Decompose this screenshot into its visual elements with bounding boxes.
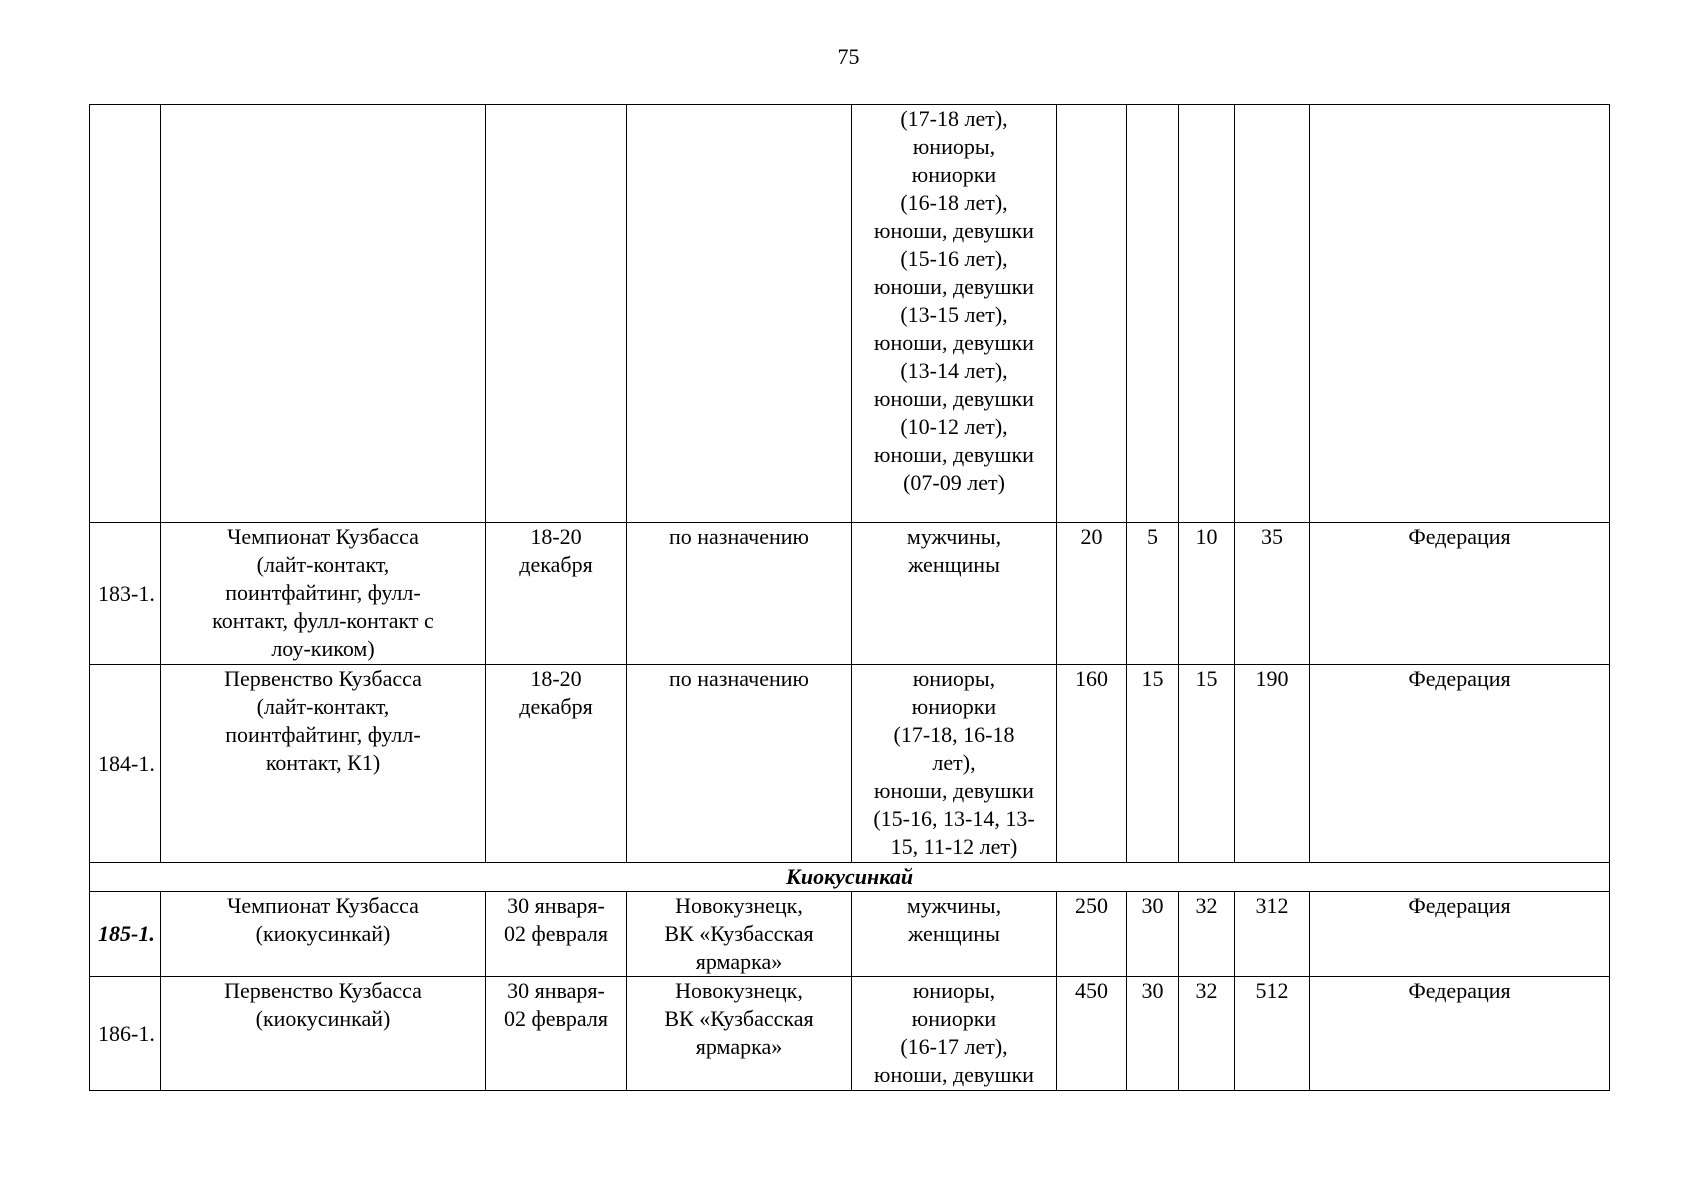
- place-line: ярмарка»: [695, 1034, 783, 1059]
- dates-line: 02 февраля: [504, 1006, 608, 1031]
- dates-cell: [486, 892, 627, 977]
- participants-cell: [852, 665, 1057, 863]
- count-cell: 20: [1057, 523, 1127, 665]
- dates-cell: [486, 523, 627, 665]
- count-cell: 160: [1057, 665, 1127, 863]
- count-cell: [1057, 105, 1127, 523]
- participants-line: 15, 11-12 лет): [890, 834, 1018, 859]
- place-cell: [627, 665, 852, 863]
- place-cell: [627, 523, 852, 665]
- event-line: Первенство Кузбасса: [224, 978, 422, 1003]
- event-line: контакт, К1): [265, 750, 381, 775]
- table-row: [90, 977, 1610, 1091]
- participants-line: юниоры,: [912, 978, 996, 1003]
- count-cell: 30: [1127, 977, 1179, 1091]
- table-row: [90, 892, 1610, 977]
- event-line: поинтфайтинг, фулл-: [225, 580, 421, 605]
- participants-line: юниоры,: [912, 666, 996, 691]
- place-line: Новокузнецк,: [675, 978, 803, 1003]
- organizer-cell: Федерация: [1310, 977, 1610, 1091]
- dates-line: 30 января-: [507, 893, 605, 918]
- num-cell: 183-1.: [90, 523, 161, 665]
- table-row: [90, 665, 1610, 863]
- participants-line: юноши, девушки: [874, 386, 1034, 411]
- count-cell: [1179, 105, 1235, 523]
- participants-cell: [852, 523, 1057, 665]
- place-cell: [627, 105, 852, 523]
- event-line: (киокусинкай): [255, 1006, 391, 1031]
- participants-line: юниорки: [911, 1006, 997, 1031]
- place-line: ярмарка»: [695, 949, 783, 974]
- place-line: по назначению: [669, 666, 809, 691]
- dates-line: 18-20: [530, 524, 582, 549]
- participants-line: (15-16 лет),: [900, 246, 1008, 271]
- place-line: по назначению: [669, 524, 809, 549]
- count-cell: 30: [1127, 892, 1179, 977]
- organizer-cell: [1310, 105, 1610, 523]
- participants-line: мужчины,: [906, 893, 1002, 918]
- organizer-cell: Федерация: [1310, 892, 1610, 977]
- participants-line: юноши, девушки: [874, 218, 1034, 243]
- count-cell: 10: [1179, 523, 1235, 665]
- participants-cell: [852, 977, 1057, 1091]
- participants-line: юниорки: [911, 694, 997, 719]
- dates-cell: [486, 665, 627, 863]
- count-cell: 450: [1057, 977, 1127, 1091]
- participants-line: юниорки: [911, 162, 997, 187]
- participants-line: (16-17 лет),: [900, 1034, 1008, 1059]
- participants-line: мужчины,: [906, 524, 1002, 549]
- count-cell: [1235, 105, 1310, 523]
- count-cell: 35: [1235, 523, 1310, 665]
- place-line: ВК «Кузбасская: [664, 1006, 814, 1031]
- count-cell: 512: [1235, 977, 1310, 1091]
- participants-line: юноши, девушки: [874, 330, 1034, 355]
- section-title: Киокусинкай: [90, 863, 1610, 892]
- page-number: 75: [837, 44, 860, 69]
- count-cell: 312: [1235, 892, 1310, 977]
- count-cell: 32: [1179, 977, 1235, 1091]
- participants-line: юноши, девушки: [874, 778, 1034, 803]
- num-cell: 185-1.: [90, 892, 161, 977]
- event-line: (киокусинкай): [255, 921, 391, 946]
- event-line: Первенство Кузбасса: [224, 666, 422, 691]
- participants-line: (07-09 лет): [903, 470, 1005, 495]
- event-cell: [161, 977, 486, 1091]
- event-cell: [161, 665, 486, 863]
- participants-line: лет),: [932, 750, 976, 775]
- count-cell: 190: [1235, 665, 1310, 863]
- event-line: лоу-киком): [271, 636, 375, 661]
- count-cell: [1127, 105, 1179, 523]
- dates-line: 18-20: [530, 666, 582, 691]
- participants-line: юноши, девушки: [874, 274, 1034, 299]
- participants-line: женщины: [908, 552, 1000, 577]
- num-cell: 184-1.: [90, 665, 161, 863]
- num-cell: 186-1.: [90, 977, 161, 1091]
- dates-cell: [486, 105, 627, 523]
- participants-line: (16-18 лет),: [900, 190, 1008, 215]
- table-row: [90, 523, 1610, 665]
- participants-line: (10-12 лет),: [900, 414, 1008, 439]
- event-cell: [161, 105, 486, 523]
- organizer-cell: Федерация: [1310, 523, 1610, 665]
- dates-line: 02 февраля: [504, 921, 608, 946]
- dates-line: декабря: [519, 552, 593, 577]
- dates-cell: [486, 977, 627, 1091]
- table-row: [90, 105, 1610, 523]
- dates-line: 30 января-: [507, 978, 605, 1003]
- event-line: контакт, фулл-контакт с: [212, 608, 434, 633]
- participants-line: (17-18 лет),: [900, 106, 1008, 131]
- organizer-cell: Федерация: [1310, 665, 1610, 863]
- section-row: [90, 863, 1610, 892]
- num-cell: [90, 105, 161, 523]
- event-cell: [161, 892, 486, 977]
- event-line: (лайт-контакт,: [256, 694, 390, 719]
- participants-line: женщины: [908, 921, 1000, 946]
- participants-line: (17-18, 16-18: [893, 722, 1015, 747]
- count-cell: 15: [1179, 665, 1235, 863]
- schedule-table: [89, 104, 1610, 1091]
- place-line: Новокузнецк,: [675, 893, 803, 918]
- event-line: Чемпионат Кузбасса: [227, 893, 419, 918]
- event-cell: [161, 523, 486, 665]
- participants-line: юноши, девушки: [874, 1062, 1034, 1087]
- event-line: Чемпионат Кузбасса: [227, 524, 419, 549]
- participants-cell: [852, 105, 1057, 523]
- place-line: ВК «Кузбасская: [664, 921, 814, 946]
- count-cell: 15: [1127, 665, 1179, 863]
- place-cell: [627, 892, 852, 977]
- participants-cell: [852, 892, 1057, 977]
- count-cell: 32: [1179, 892, 1235, 977]
- participants-line: юноши, девушки: [874, 442, 1034, 467]
- participants-line: юниоры,: [912, 134, 996, 159]
- count-cell: 250: [1057, 892, 1127, 977]
- place-cell: [627, 977, 852, 1091]
- event-line: (лайт-контакт,: [256, 552, 390, 577]
- event-line: поинтфайтинг, фулл-: [225, 722, 421, 747]
- participants-line: (13-14 лет),: [900, 358, 1008, 383]
- participants-line: (15-16, 13-14, 13-: [873, 806, 1035, 831]
- participants-line: (13-15 лет),: [900, 302, 1008, 327]
- count-cell: 5: [1127, 523, 1179, 665]
- dates-line: декабря: [519, 694, 593, 719]
